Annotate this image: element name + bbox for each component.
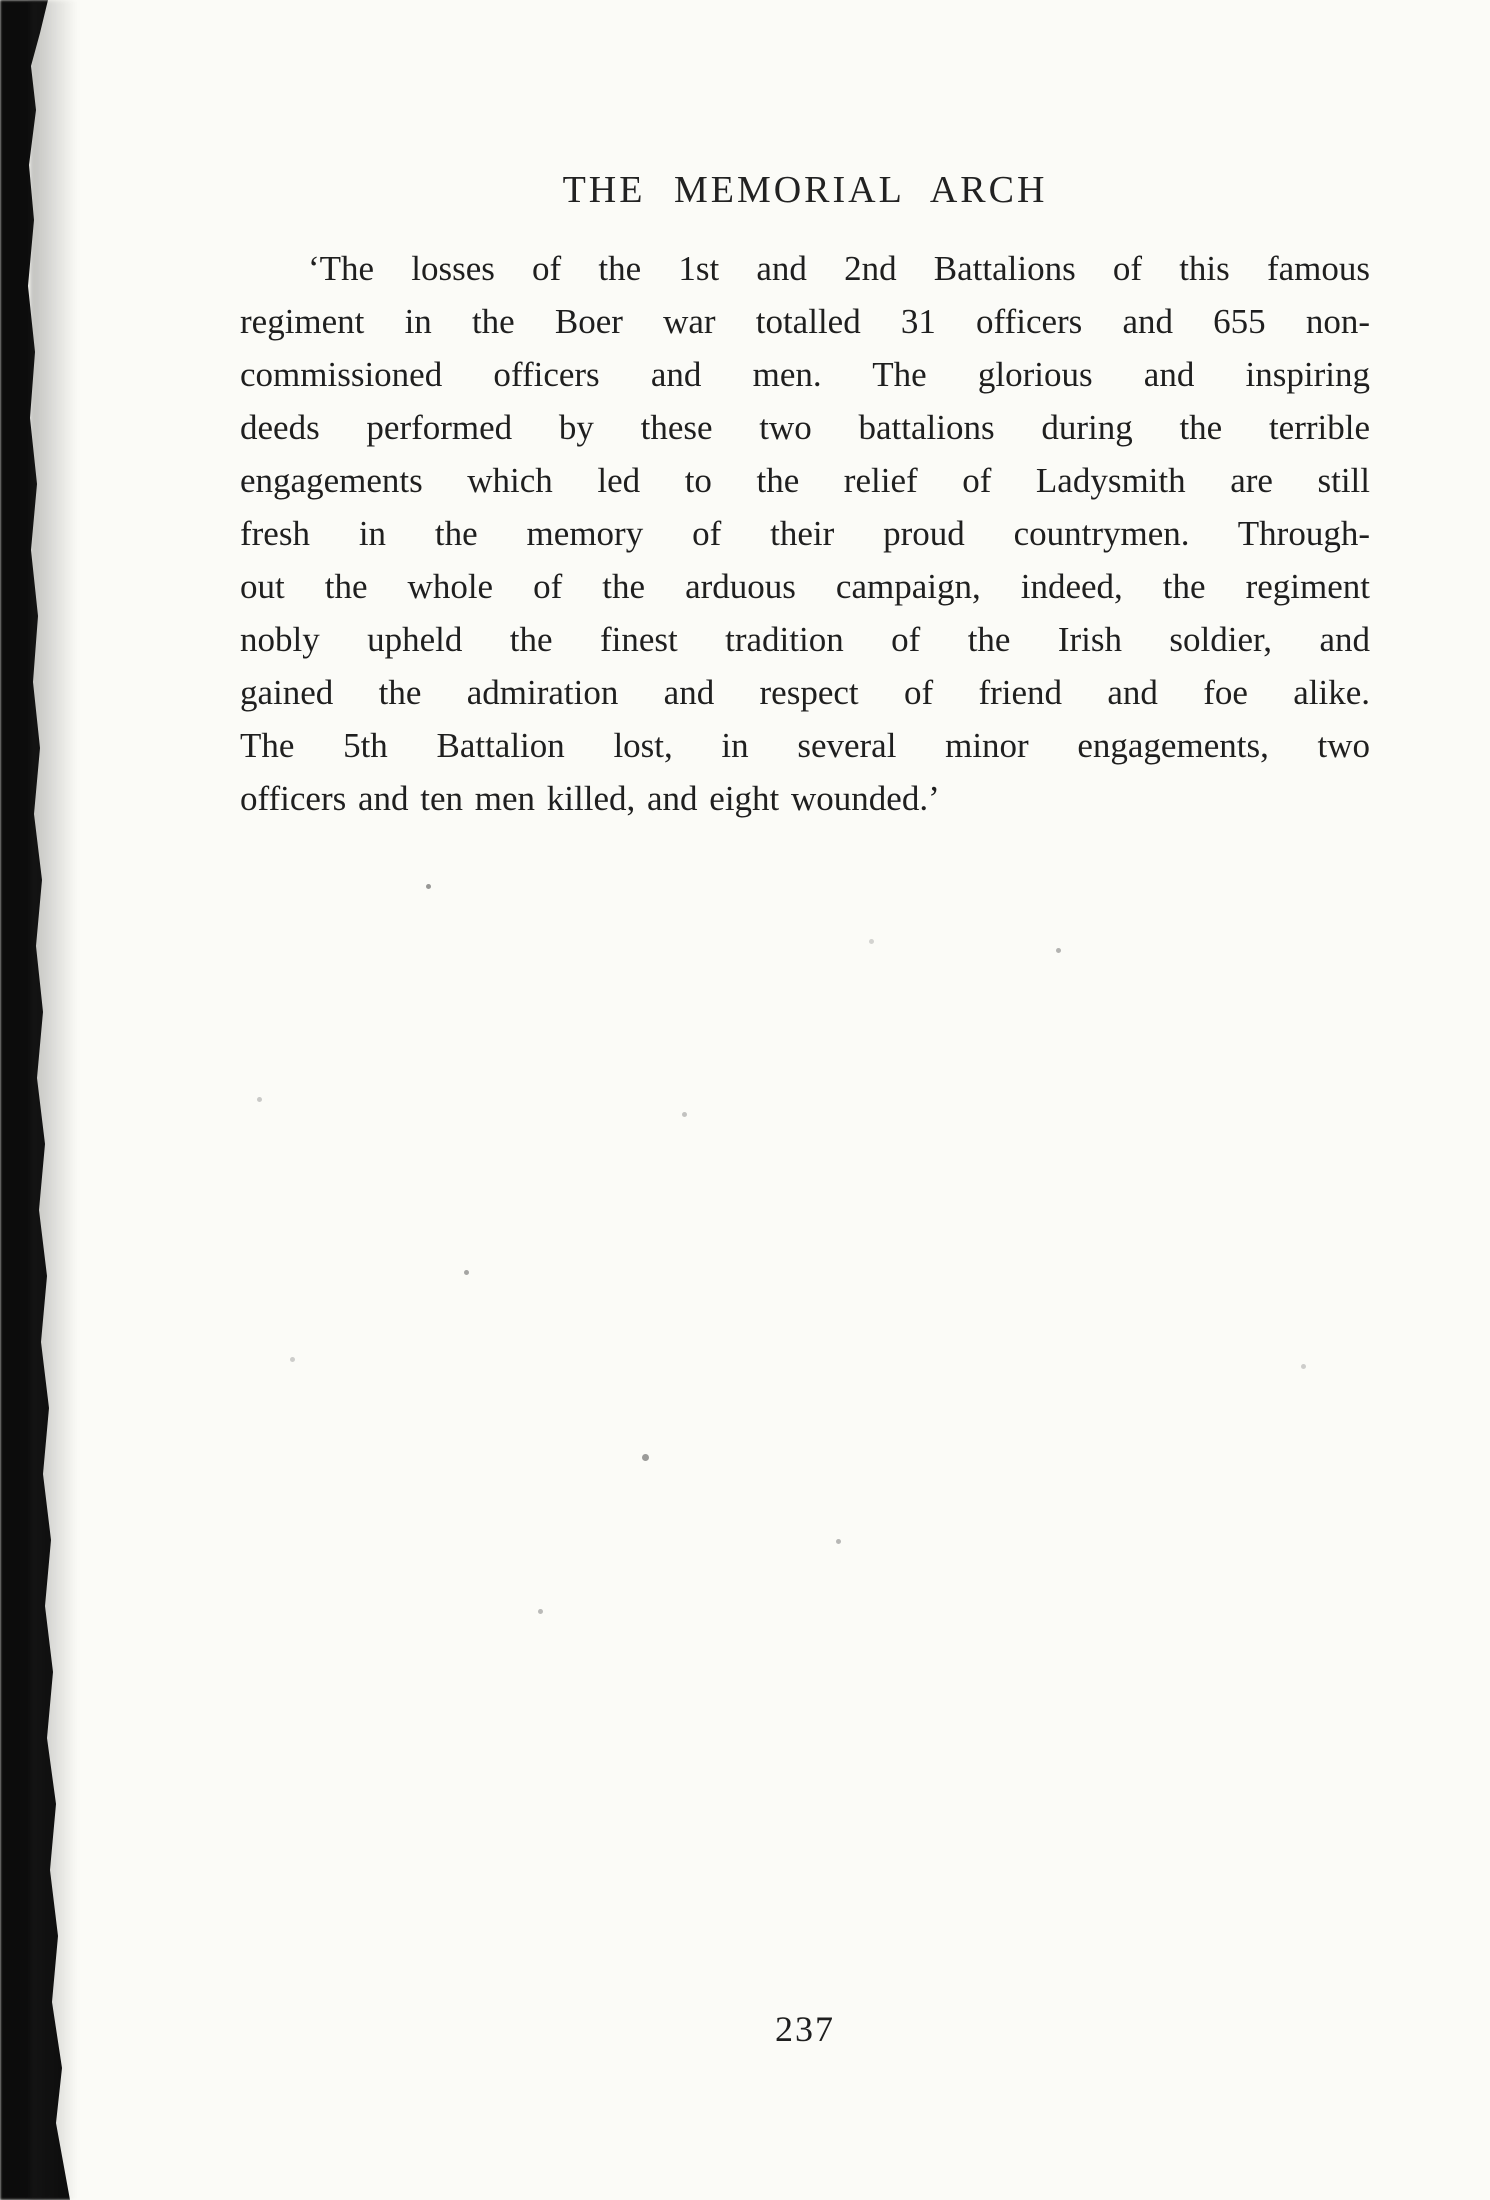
body-paragraph <box>240 242 1370 825</box>
paragraph-line: nobly upheld the finest tradition of the Irish soldier, and <box>240 620 1370 659</box>
page-number: 237 <box>775 2009 835 2049</box>
scan-edge-artifact <box>0 0 92 2200</box>
paragraph-line: out the whole of the arduous campaign, indeed, the regiment <box>240 567 1370 606</box>
paragraph-line: engagements which led to the relief of Ladysmith are still <box>240 461 1370 500</box>
page-title: THE MEMORIAL ARCH <box>562 169 1048 211</box>
paragraph-line: commissioned officers and men. The glorious and inspiring <box>240 355 1370 394</box>
paragraph-line: officers and ten men killed, and eight wounded.’ <box>240 779 940 818</box>
paragraph-line: deeds performed by these two battalions during the terrible <box>240 408 1370 447</box>
paragraph-line: gained the admiration and respect of friend and foe alike. <box>240 673 1370 712</box>
paragraph-line: The 5th Battalion lost, in several minor engagements, two <box>240 726 1370 765</box>
paragraph-line: ‘The losses of the 1st and 2nd Battalions of this famous <box>308 249 1370 288</box>
paragraph-line: fresh in the memory of their proud countrymen. Through- <box>240 514 1370 553</box>
paragraph-line: regiment in the Boer war totalled 31 officers and 655 non- <box>240 302 1370 341</box>
